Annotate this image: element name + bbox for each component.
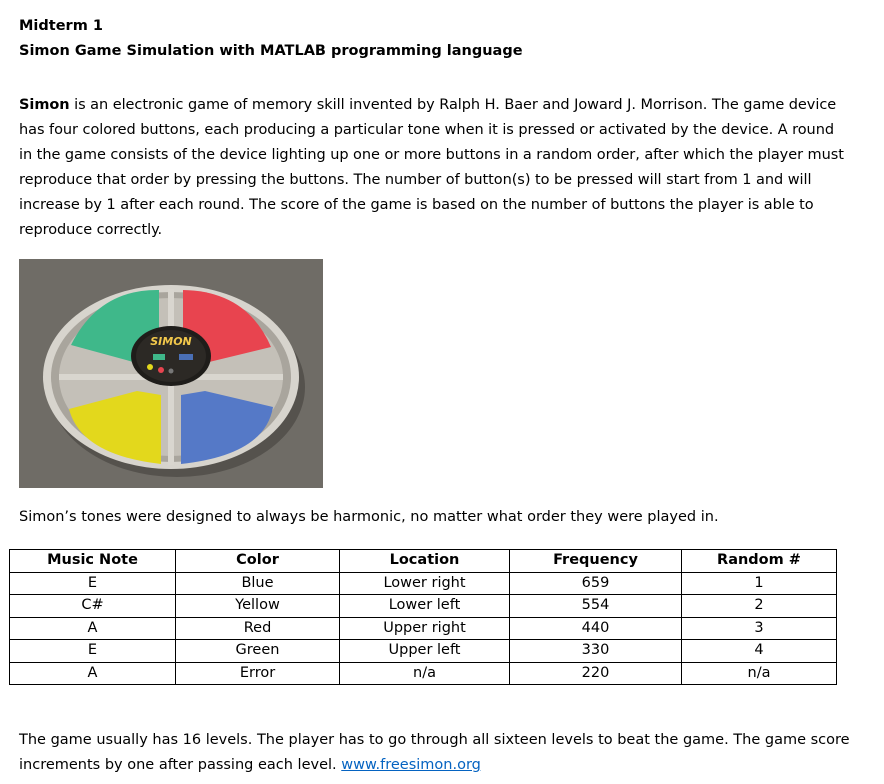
cell-color: Red [176,617,340,640]
cell-color: Error [176,662,340,685]
document-subtitle: Simon Game Simulation with MATLAB programming language [19,43,523,59]
cell-frequency: 554 [510,595,682,618]
cell-location: n/a [340,662,510,685]
cell-frequency: 220 [510,662,682,685]
header-color: Color [176,550,340,573]
cell-color: Yellow [176,595,340,618]
cell-location: Lower right [340,572,510,595]
intro-bold-term: Simon [19,97,70,113]
cell-frequency: 330 [510,640,682,663]
cell-random-number: n/a [682,662,837,685]
outro-paragraph [19,728,859,778]
cell-music-note: E [10,572,176,595]
cell-frequency: 659 [510,572,682,595]
document-title: Midterm 1 [19,18,103,34]
simon-logo: SIMON [150,335,192,348]
table-header-row [10,550,837,573]
table-row [10,662,837,685]
cell-location: Upper left [340,640,510,663]
outro-text: The game usually has 16 levels. The player has to go through all sixteen levels to beat the game. The game score increments by one after passing each level. [19,732,850,773]
tones-sentence: Simon’s tones were designed to always be harmonic, no matter what order they were played in. [19,509,719,525]
simon-game-photo [19,259,323,488]
header-location: Location [340,550,510,573]
simon-device-image [19,259,323,488]
cell-color: Blue [176,572,340,595]
intro-text: is an electronic game of memory skill invented by Ralph H. Baer and Joward J. Morrison. The game device has four colored buttons, each producing a particular tone when it is pressed or activated by the device. A round in the game consists of the device lighting up one or more buttons in a random order, after which the player must reproduce that order by pressing the buttons. The number of button(s) to be pressed will start from 1 and will increase by 1 after each round. The score of the game is based on the number of buttons the player is able to reproduce correctly. [19,97,844,238]
freesimon-link[interactable]: www.freesimon.org [341,757,481,773]
table-row [10,617,837,640]
cell-music-note: C# [10,595,176,618]
table-row [10,572,837,595]
cell-random-number: 4 [682,640,837,663]
cell-random-number: 1 [682,572,837,595]
header-music-note: Music Note [10,550,176,573]
cell-location: Upper right [340,617,510,640]
cell-random-number: 2 [682,595,837,618]
intro-paragraph [19,93,849,243]
cell-music-note: E [10,640,176,663]
table-row [10,640,837,663]
cell-music-note: A [10,662,176,685]
table-row [10,595,837,618]
header-random-number: Random # [682,550,837,573]
cell-random-number: 3 [682,617,837,640]
cell-music-note: A [10,617,176,640]
header-frequency: Frequency [510,550,682,573]
cell-frequency: 440 [510,617,682,640]
cell-color: Green [176,640,340,663]
tone-table [9,549,837,685]
cell-location: Lower left [340,595,510,618]
